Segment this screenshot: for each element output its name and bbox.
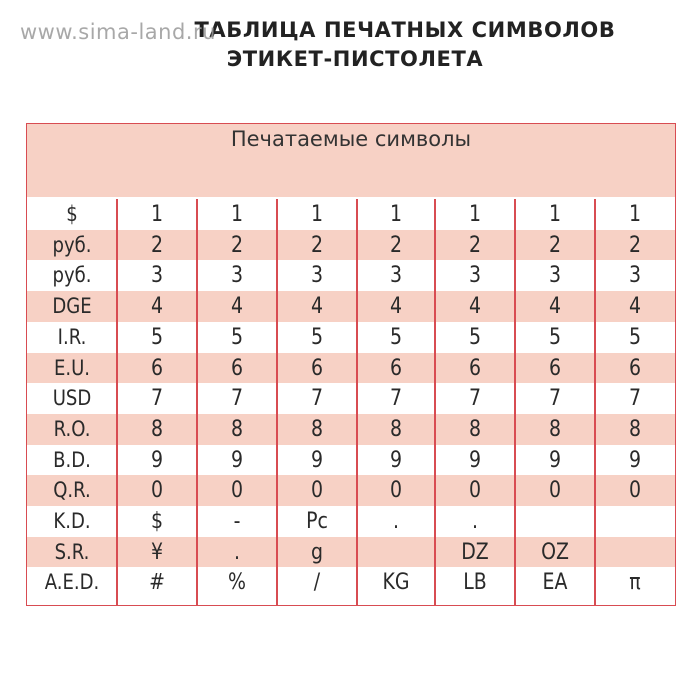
symbol-cell: 8 (389, 416, 403, 442)
column-divider (196, 199, 198, 605)
symbol-cell: 8 (230, 416, 244, 442)
symbol-cell: ¥ (150, 539, 164, 565)
page-subtitle: ЭТИКЕТ-ПИСТОЛЕТА (226, 47, 484, 71)
symbol-cell: . (392, 509, 400, 534)
row-label: A.E.D. (44, 570, 100, 595)
symbol-cell: 0 (150, 478, 164, 504)
symbol-cell: 1 (468, 202, 482, 227)
symbol-cell: 5 (310, 324, 324, 350)
symbols-table (26, 123, 676, 606)
symbol-cell: EA (542, 570, 568, 596)
symbol-cell: 1 (389, 202, 403, 227)
symbol-cell: 6 (150, 355, 164, 381)
symbol-cell: 3 (548, 263, 562, 289)
symbol-cell: 4 (389, 294, 403, 320)
symbol-cell: 4 (468, 294, 482, 320)
table-header (27, 124, 675, 197)
symbol-cell: 2 (150, 232, 164, 258)
row-label: $ (66, 202, 78, 226)
symbol-cell: 9 (468, 447, 482, 473)
symbol-cell: LB (463, 570, 487, 596)
page-title: ТАБЛИЦА ПЕЧАТНЫХ СИМВОЛОВ (194, 18, 616, 42)
symbol-cell: 5 (230, 324, 244, 350)
symbol-cell: / (313, 570, 321, 596)
symbol-cell: OZ (541, 539, 569, 565)
column-divider (594, 199, 596, 605)
symbol-cell: 1 (628, 202, 642, 227)
symbol-cell: 6 (230, 355, 244, 381)
table-header-text: Печатаемые символы (230, 127, 472, 151)
row-label: DGE (52, 294, 92, 319)
symbol-cell: 2 (468, 232, 482, 258)
symbol-cell (601, 506, 670, 537)
symbol-cell: 3 (628, 263, 642, 289)
symbol-cell (601, 537, 670, 568)
symbol-cell: 7 (230, 386, 244, 412)
symbol-cell: 1 (150, 202, 164, 227)
symbol-cell: 3 (230, 263, 244, 289)
symbol-cell: 2 (230, 232, 244, 258)
column-divider (514, 199, 516, 605)
row-label: руб. (52, 263, 92, 288)
row-label: I.R. (57, 324, 87, 349)
symbol-cell: . (233, 539, 241, 565)
symbol-cell: 9 (548, 447, 562, 473)
symbol-cell: % (228, 570, 246, 596)
row-label: руб. (52, 232, 92, 257)
symbol-cell: KG (382, 570, 410, 596)
symbol-cell: 4 (548, 294, 562, 320)
symbol-cell: 5 (548, 324, 562, 350)
symbol-cell (521, 506, 590, 537)
symbol-cell: 9 (628, 447, 642, 473)
row-label: E.U. (53, 355, 91, 380)
symbol-cell: 6 (389, 355, 403, 381)
symbol-cell: # (149, 570, 165, 596)
symbol-cell: 3 (468, 263, 482, 289)
symbol-cell: 8 (150, 416, 164, 442)
symbol-cell: 8 (468, 416, 482, 442)
symbol-cell: 4 (230, 294, 244, 320)
symbol-cell: 3 (389, 263, 403, 289)
symbol-cell: 3 (150, 263, 164, 289)
symbol-cell: $ (150, 509, 164, 534)
symbol-cell: 7 (628, 386, 642, 412)
symbol-cell: 2 (310, 232, 324, 258)
symbol-cell: 8 (628, 416, 642, 442)
symbol-cell: 2 (548, 232, 562, 258)
row-label: B.D. (53, 447, 91, 472)
column-divider (434, 199, 436, 605)
row-label: Q.R. (53, 478, 91, 503)
symbol-cell: 9 (310, 447, 324, 473)
symbol-cell: 1 (310, 202, 324, 227)
symbol-cell: 6 (310, 355, 324, 381)
symbol-cell: 4 (628, 294, 642, 320)
row-label: USD (52, 386, 92, 411)
symbol-cell: - (233, 509, 241, 534)
symbol-cell: 7 (150, 386, 164, 412)
symbol-cell: 5 (150, 324, 164, 350)
symbol-cell: 7 (389, 386, 403, 412)
row-label: R.O. (53, 416, 91, 441)
symbol-cell: 2 (389, 232, 403, 258)
symbol-cell: Pc (306, 509, 328, 534)
watermark: www.sima-land.ru (20, 20, 216, 44)
symbol-cell: 9 (389, 447, 403, 473)
row-label: S.R. (54, 539, 90, 564)
symbol-cell: 0 (389, 478, 403, 504)
symbol-cell: 7 (310, 386, 324, 412)
symbol-cell: 9 (150, 447, 164, 473)
symbol-cell: 0 (230, 478, 244, 504)
symbol-cell: 8 (548, 416, 562, 442)
symbol-cell: 3 (310, 263, 324, 289)
column-divider (116, 199, 118, 605)
symbol-cell: 7 (468, 386, 482, 412)
symbol-cell: 4 (310, 294, 324, 320)
symbol-cell: 5 (389, 324, 403, 350)
symbol-cell: 6 (628, 355, 642, 381)
symbol-cell: 7 (548, 386, 562, 412)
symbol-cell: 6 (468, 355, 482, 381)
symbol-cell: 5 (468, 324, 482, 350)
symbol-cell: 1 (230, 202, 244, 227)
symbol-cell: 0 (628, 478, 642, 504)
symbol-cell: . (471, 509, 479, 534)
column-divider (356, 199, 358, 605)
symbol-cell: 6 (548, 355, 562, 381)
symbol-cell: 0 (310, 478, 324, 504)
symbol-cell: 5 (628, 324, 642, 350)
symbol-cell: g (310, 539, 324, 565)
symbol-cell: 2 (628, 232, 642, 258)
symbol-cell: 0 (468, 478, 482, 504)
symbol-cell: DZ (461, 539, 489, 565)
symbol-cell: π (629, 570, 641, 596)
symbol-cell: 4 (150, 294, 164, 320)
column-divider (276, 199, 278, 605)
symbol-cell (362, 537, 429, 568)
symbol-cell: 9 (230, 447, 244, 473)
symbol-cell: 8 (310, 416, 324, 442)
symbol-cell: 0 (548, 478, 562, 504)
row-label: K.D. (53, 509, 91, 533)
symbol-cell: 1 (548, 202, 562, 227)
